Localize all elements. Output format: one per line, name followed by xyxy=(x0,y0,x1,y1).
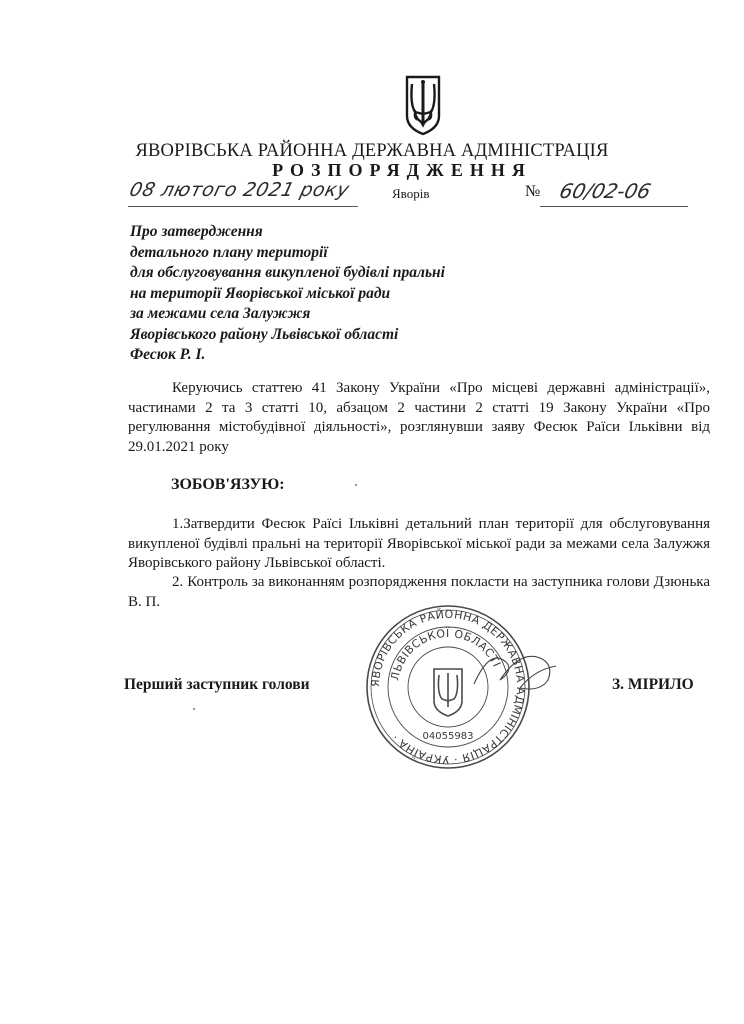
subject-block xyxy=(130,222,550,366)
handwritten-number: 60/02-06 xyxy=(557,179,654,203)
organization-name: ЯВОРІВСЬКА РАЙОННА ДЕРЖАВНА АДМІНІСТРАЦІЯ xyxy=(135,141,609,161)
subject-line: детального плану території xyxy=(130,243,328,261)
subject-line: Фесюк Р. І. xyxy=(130,346,206,363)
scan-speck xyxy=(355,484,357,486)
stamp-trident-icon xyxy=(434,669,462,716)
date-underline xyxy=(128,206,358,207)
subject-line: за межами села Залужжя xyxy=(130,305,311,322)
number-underline xyxy=(540,206,688,207)
preamble-paragraph: Керуючись статтею 41 Закону України «Про місцеві державні адміністрації», частинами 2 та 3 статті 10, абзацом 2 частини 2 статті 19 Закону України «Про регулювання містобудівної діяльності», розглянувши заяву Фесюк Раїси Ільківни від 29.01.2021 року xyxy=(128,380,710,455)
issue-city: Яворів xyxy=(392,186,430,201)
number-sign: № xyxy=(525,183,541,200)
subject-line: Яворівського району Львівської області xyxy=(130,325,399,343)
stamp-code: 04055983 xyxy=(422,731,474,742)
handwritten-signature xyxy=(470,640,560,700)
document-type: РОЗПОРЯДЖЕННЯ xyxy=(272,160,532,180)
order-item-2: 2. Контроль за виконанням розпорядження покласти на заступника голови Дзюнька В. П. xyxy=(128,574,710,610)
signer-name: З. МІРИЛО xyxy=(612,676,694,693)
stamp-outer-text: ЯВОРІВСЬКА РАЙОННА ДЕРЖАВНА АДМІНІСТРАЦІЯ · УКРАЇНА · xyxy=(368,607,528,767)
handwritten-date: 08 лютого 2021 року xyxy=(127,179,352,201)
scan-speck xyxy=(193,708,195,710)
subject-line: на території Яворівської міської ради xyxy=(130,284,391,302)
order-item-1: 1.Затвердити Фесюк Раїсі Ільківні детальний план території для обслуговування викупленої будівлі пральні на території Яворівської міської ради за межами села Залужжя Яворівського району Львівської області. xyxy=(128,516,710,571)
signer-title: Перший заступник голови xyxy=(124,676,310,693)
stamp-inner-text: ЛЬВІВСЬКОЇ ОБЛАСТІ xyxy=(388,626,504,682)
trident-emblem xyxy=(403,74,443,136)
subject-line: для обслуговування викупленої будівлі пральні xyxy=(130,264,445,281)
subject-line: Про затвердження xyxy=(130,223,263,240)
decree-heading: ЗОБОВ'ЯЗУЮ: xyxy=(171,476,285,493)
